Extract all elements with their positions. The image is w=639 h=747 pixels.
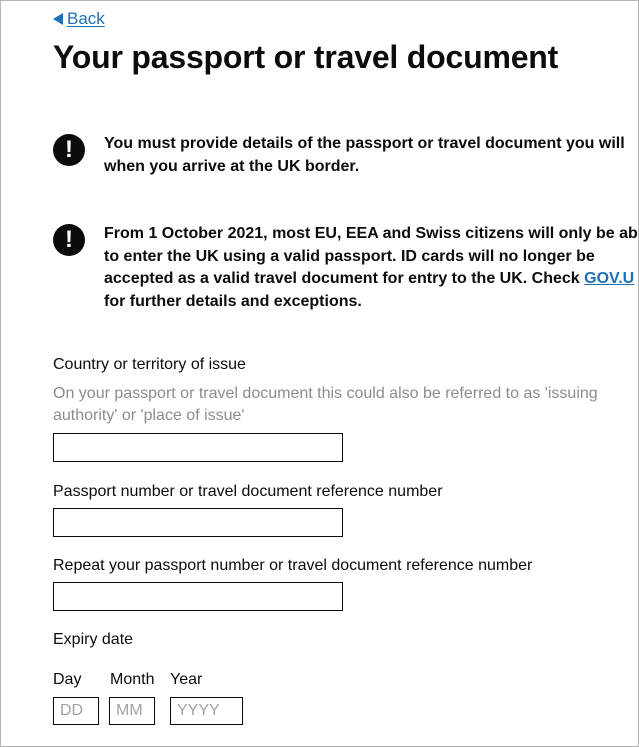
back-link[interactable] — [53, 9, 105, 29]
back-link-label: Back — [67, 9, 105, 28]
repeat-passport-number-label: Repeat your passport number or travel document reference number — [53, 557, 533, 574]
expiry-month-label: Month — [110, 671, 155, 688]
warning-text — [104, 223, 639, 313]
page-title: Your passport or travel document — [53, 39, 559, 75]
expiry-day-label: Day — [53, 671, 82, 688]
repeat-passport-number-input[interactable] — [53, 582, 343, 611]
country-label: Country or territory of issue — [53, 356, 246, 373]
gov-uk-link[interactable]: GOV.U — [584, 270, 635, 287]
expiry-day-input[interactable] — [53, 697, 99, 725]
country-input[interactable] — [53, 433, 343, 462]
expiry-year-label: Year — [170, 671, 203, 688]
warning-icon: ! — [53, 224, 85, 256]
passport-number-input[interactable] — [53, 508, 343, 537]
expiry-date-label: Expiry date — [53, 631, 134, 648]
passport-number-label: Passport number or travel document reference number — [53, 483, 443, 500]
warning-border-details — [53, 133, 639, 178]
country-hint: On your passport or travel document this could also be referred to as 'issuing authority' or 'place of issue' — [53, 385, 598, 424]
expiry-year-input[interactable] — [170, 697, 243, 725]
warning-text-part: for further details and exceptions. — [104, 292, 362, 310]
warning-text-part: From 1 October 2021, most EU, EEA and Swiss citizens will only be ab to enter the UK using a valid passport. ID cards will no longer be accepted as a valid travel document for entry to the UK. Check — [104, 225, 638, 287]
warning-text: You must provide details of the passport or travel document you will when you arrive at the UK border. — [104, 135, 625, 175]
warning-icon: ! — [53, 134, 85, 166]
expiry-month-input[interactable] — [109, 697, 155, 725]
back-arrow-icon — [53, 13, 63, 25]
warning-id-cards — [53, 223, 639, 313]
